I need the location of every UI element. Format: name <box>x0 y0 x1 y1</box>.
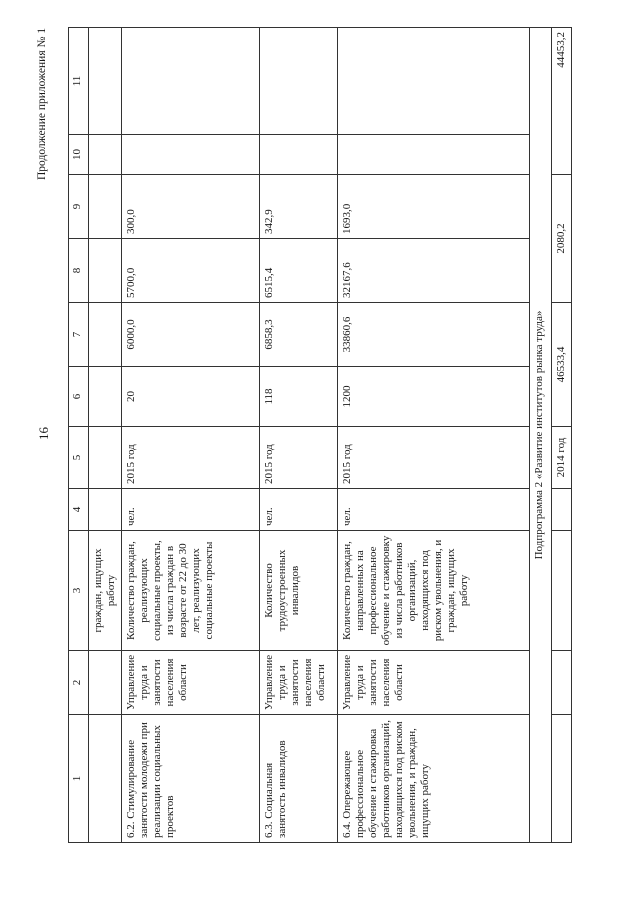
col11-value <box>259 28 337 135</box>
col10-value <box>259 135 337 175</box>
column-number: 10 <box>69 135 89 175</box>
total-amount: 33860,6 <box>337 303 529 367</box>
column-number: 4 <box>69 489 89 531</box>
quantity: 20 <box>121 367 259 427</box>
indicator: Количество граждан, направленных на профессиональное обучение и стажировку из числа работников организаций, находящихся под риском увольнения, и граждан, ищущих работу <box>337 531 529 651</box>
col10-value <box>121 135 259 175</box>
column-number-row <box>69 28 89 843</box>
column-number: 7 <box>69 303 89 367</box>
summary-row <box>551 28 571 843</box>
federal-amount: 32167,6 <box>337 239 529 303</box>
summary-total: 46533,4 <box>551 303 571 427</box>
measure-name: 6.4. Опережающее профессиональное обучение и стажировка работников организаций, находящихся под риском увольнения, и граждан, ищущих работу <box>337 715 529 843</box>
summary-regional: 2080,2 <box>551 175 571 303</box>
col10-value <box>337 135 529 175</box>
quantity: 118 <box>259 367 337 427</box>
column-number: 3 <box>69 531 89 651</box>
summary-other: 44453,2 <box>551 28 571 175</box>
executor: Управление труда и занятости населения области <box>337 651 529 715</box>
federal-amount: 5700,0 <box>121 239 259 303</box>
summary-year: 2014 год <box>551 427 571 489</box>
appendix-note: Продолжение приложения № 1 <box>36 27 48 180</box>
subprogram-title: Подпрограмма 2 «Развитие институтов рынка труда» <box>529 28 551 843</box>
quantity: 1200 <box>337 367 529 427</box>
budget-table <box>68 27 572 843</box>
regional-amount: 300,0 <box>121 175 259 239</box>
unit: чел. <box>337 489 529 531</box>
executor: Управление труда и занятости населения области <box>259 651 337 715</box>
table-row <box>337 28 529 843</box>
table-row <box>259 28 337 843</box>
continuation-text: граждан, ищущих работу <box>89 531 122 651</box>
column-number: 1 <box>69 715 89 843</box>
regional-amount: 1693,0 <box>337 175 529 239</box>
measure-name: 6.3. Социальная занятость инвалидов <box>259 715 337 843</box>
regional-amount: 342,9 <box>259 175 337 239</box>
year: 2015 год <box>337 427 529 489</box>
total-amount: 6858,3 <box>259 303 337 367</box>
column-number: 6 <box>69 367 89 427</box>
unit: чел. <box>259 489 337 531</box>
year: 2015 год <box>259 427 337 489</box>
indicator: Количество трудоустроенных инвалидов <box>259 531 337 651</box>
col11-value <box>337 28 529 135</box>
column-number: 8 <box>69 239 89 303</box>
subprogram-row <box>529 28 551 843</box>
unit: чел. <box>121 489 259 531</box>
executor: Управление труда и занятости населения области <box>121 651 259 715</box>
column-number: 9 <box>69 175 89 239</box>
column-number: 5 <box>69 427 89 489</box>
column-number: 2 <box>69 651 89 715</box>
continuation-row <box>89 28 122 843</box>
col11-value <box>121 28 259 135</box>
table-row <box>121 28 259 843</box>
federal-amount: 6515,4 <box>259 239 337 303</box>
year: 2015 год <box>121 427 259 489</box>
total-amount: 6000,0 <box>121 303 259 367</box>
indicator: Количество граждан, реализующих социальные проекты, из числа граждан в возрасте от 22 до 30 лет, реализующих социальные проекты <box>121 531 259 651</box>
column-number: 11 <box>69 28 89 135</box>
page-number: 16 <box>36 427 51 440</box>
rotated-table-sheet <box>68 28 598 843</box>
measure-name: 6.2. Стимулирование занятости молодежи при реализации социальных проектов <box>121 715 259 843</box>
